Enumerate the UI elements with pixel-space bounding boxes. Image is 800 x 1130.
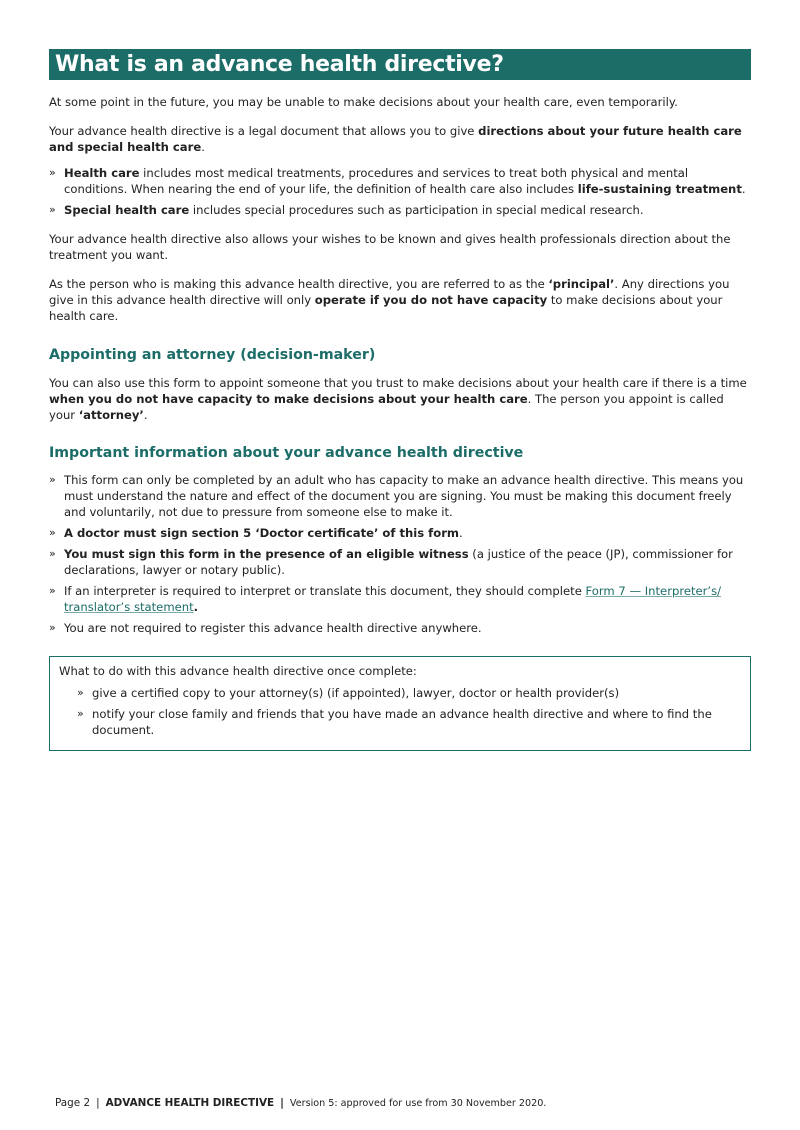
definition-text: includes special procedures such as participation in special medical research. [189,203,644,217]
form-7-link[interactable]: Form 7 — Interpreter’s/ translator’s statement [64,584,722,614]
health-care-list [49,165,751,218]
legal-document-text: Your advance health directive is a legal document that allows you to give [49,124,479,138]
footer-separator: | [96,1097,100,1109]
page-title: What is an advance health directive? [49,49,751,80]
wishes-paragraph: Your advance health directive also allows your wishes to be known and gives health professionals direction about the treatment you want. [49,232,731,262]
appoint-emphasis: when you do not have capacity to make decisions about your health care [49,392,528,406]
certified-copy-step: give a certified copy to your attorney(s) (if appointed), lawyer, doctor or health provider(s) [92,686,620,700]
list-item [49,472,751,520]
version-text: Version 5: approved for use from 30 November 2020. [289,1098,547,1109]
document-name: ADVANCE HEALTH DIRECTIVE [105,1097,275,1109]
page-footer [55,1096,546,1111]
registration-text: You are not required to register this advance health directive anywhere. [64,621,482,635]
footer-separator: | [280,1097,284,1109]
bullet-icon: » [49,203,56,216]
list-item [49,620,751,636]
completion-info-box [49,656,751,751]
witness-requirement-detail: (a justice of the peace (JP), commissioner for declarations, lawyer or notary public). [64,547,733,577]
bullet-icon: » [49,473,56,486]
term-health-care: Health care [64,166,140,180]
list-item [49,165,751,197]
completion-steps-list [59,685,740,738]
appoint-text: You can also use this form to appoint someone that you trust to make decisions about your health care if there is a time [49,376,747,390]
list-item [49,525,751,541]
intro-paragraph: At some point in the future, you may be unable to make decisions about your health care, even temporarily. [49,95,678,109]
bullet-icon: » [77,707,84,720]
term-life-sustaining: life-sustaining treatment [577,182,742,196]
bullet-icon: » [49,166,56,179]
bullet-icon: » [49,621,56,634]
legal-document-paragraph [49,123,751,155]
attorney-term: ‘attorney’ [78,408,144,422]
list-item [49,583,751,615]
appoint-paragraph [49,375,751,423]
appoint-text-end: . [143,408,148,422]
legal-document-end: . [201,140,205,154]
section-heading-important: Important information about your advance health directive [49,445,524,461]
bullet-icon: » [49,547,56,560]
box-title: What to do with this advance health directive once complete: [59,664,417,678]
doctor-requirement-end: . [459,526,463,540]
principal-term: ‘principal’ [548,277,615,291]
definition-end: . [741,182,746,196]
list-item [49,546,751,578]
doctor-requirement-text: A doctor must sign section 5 ‘Doctor certificate’ of this form [64,526,459,540]
list-item [49,202,751,218]
section-heading-appointing: Appointing an attorney (decision-maker) [49,347,376,363]
interpreter-text-end: . [193,600,199,614]
important-info-list [49,472,751,636]
interpreter-text: If an interpreter is required to interpret or translate this document, they should complete [64,584,586,598]
principal-text-mid: . Any directions you give in this advance health directive will only [49,277,730,307]
principal-text: As the person who is making this advance health directive, you are referred to as the [49,277,549,291]
list-item [77,706,740,738]
principal-text-end: to make decisions about your health care. [49,293,723,323]
principal-paragraph [49,276,751,324]
capacity-requirement-text: This form can only be completed by an adult who has capacity to make an advance health directive. This means you must understand the nature and effect of the document you are signing. You must be making this document freely and voluntarily, not due to pressure from someone else to make it. [64,473,744,519]
page-number: Page 2 [55,1097,91,1109]
bullet-icon: » [49,526,56,539]
legal-document-emphasis: directions about your future health care and special health care [49,124,742,154]
term-special-health-care: Special health care [64,203,190,217]
bullet-icon: » [49,584,56,597]
capacity-emphasis: operate if you do not have capacity [314,293,548,307]
notify-family-step: notify your close family and friends that you have made an advance health directive and where to find the document. [92,707,712,737]
bullet-icon: » [77,686,84,699]
list-item [77,685,740,701]
appoint-text-mid: . The person you appoint is called your [49,392,724,422]
page-content [49,49,751,751]
definition-text: includes most medical treatments, procedures and services to treat both physical and mental conditions. When nearing the end of your life, the definition of health care also includes [64,166,689,196]
witness-requirement-text: You must sign this form in the presence of an eligible witness [64,547,469,561]
